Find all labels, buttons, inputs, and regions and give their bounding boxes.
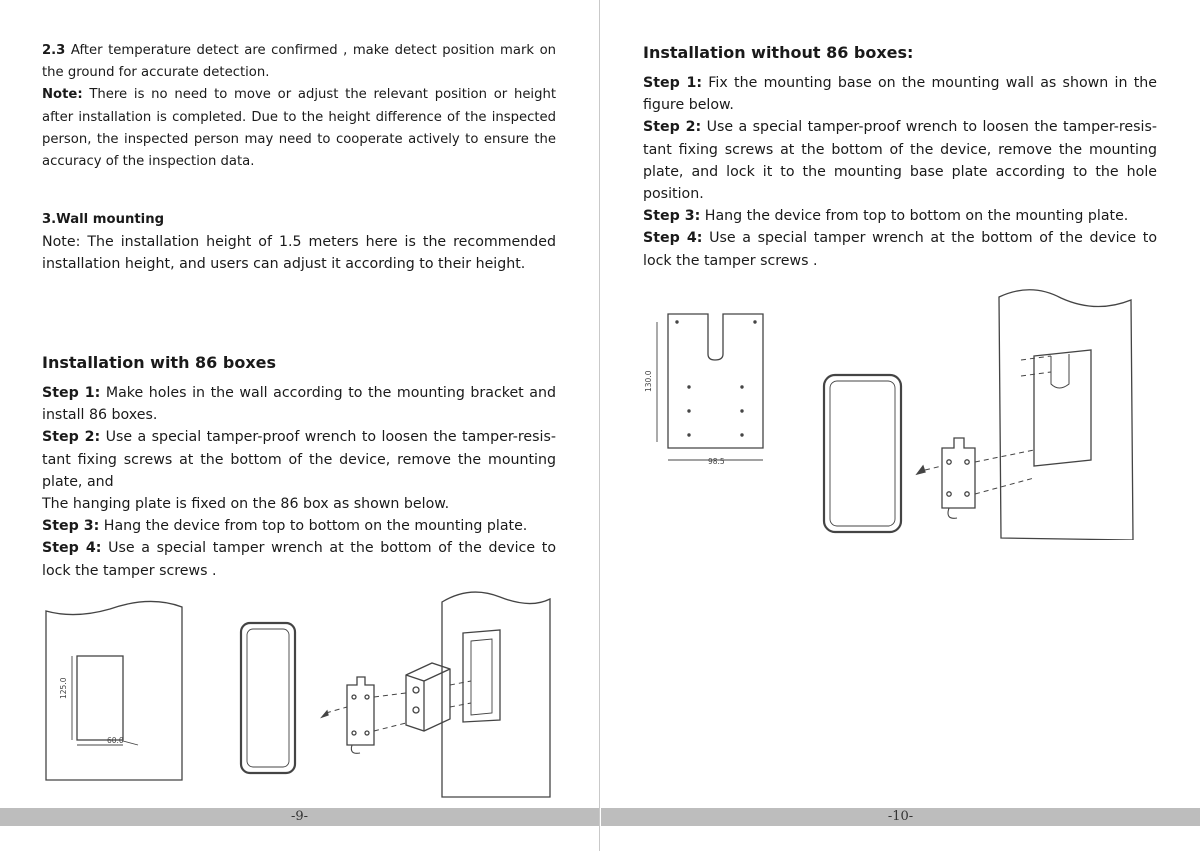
step-text: Use a special tamper wrench at the bottom of the device to lock the tamper screws . (643, 230, 1157, 269)
note-text: There is no need to move or adjust the relevant position or height after installation is completed. Due to the height difference of the inspected person, the inspected person may need to cooperate actively to ensure the accuracy of the inspection data. (42, 87, 556, 170)
page-number: -10- (887, 809, 914, 824)
step-text: Hang the device from top to bottom on the mounting plate. (99, 518, 528, 535)
step-label: Step 3: (42, 518, 100, 535)
step-text: Use a special tamper-proof wrench to loosen the tamper-resis- tant fixing screws at the bottom of the device, remove the mounting plate, and lock it to the mounting base plate according to the hole position. (643, 119, 1157, 203)
hanging-plate-line: The hanging plate is fixed on the 86 box as shown below. (42, 496, 450, 513)
step-text: Make holes in the wall according to the mounting bracket and install 86 boxes. (42, 385, 556, 424)
step-text: Use a special tamper-proof wrench to loosen the tamper-resis- tant fixing screws at the bottom of the device, remove the mounting plate, and (42, 429, 556, 490)
figure-without-86-boxes (631, 280, 1191, 540)
heading-with-86-boxes: Installation with 86 boxes (42, 353, 277, 372)
step-label: Step 4: (42, 540, 102, 557)
section-2-3 (42, 40, 556, 173)
device-front-icon (824, 375, 901, 532)
section-number: 2.3 (42, 43, 66, 58)
device-front-icon (241, 623, 295, 773)
base-plate-icon (668, 314, 763, 448)
mounting-wall-icon (442, 592, 550, 797)
section-2-3-text: After temperature detect are confirmed , make detect position mark on the ground for accurate detection. (42, 43, 556, 81)
dim-width-label: 98.5 (708, 457, 725, 466)
wall-mounting-note: Note: The installation height of 1.5 meters here is the recommended installation height, and users can adjust it according to their height. (42, 234, 556, 273)
page-number: -9- (290, 809, 309, 824)
box-outline-icon (77, 656, 123, 740)
dim-height-label: 125.0 (59, 677, 68, 699)
steps-with-86 (42, 382, 556, 582)
figure-with-86-boxes (30, 585, 570, 800)
step-label: Step 3: (643, 208, 701, 225)
wall-mounting-section (42, 209, 556, 276)
right-page (601, 0, 1200, 851)
step-text: Hang the device from top to bottom on the mounting plate. (700, 208, 1129, 225)
step-label: Step 1: (643, 75, 703, 91)
wall-mounting-title: 3.Wall mounting (42, 212, 165, 227)
step-label: Step 4: (643, 230, 703, 247)
note-label: Note: (42, 87, 83, 103)
heading-without-86-boxes: Installation without 86 boxes: (643, 43, 914, 62)
mounting-plate-icon (347, 677, 374, 745)
dim-height-label: 130.0 (644, 370, 653, 392)
step-text: Fix the mounting base on the mounting wall as shown in the figure below. (643, 75, 1157, 114)
mounting-wall-icon (999, 290, 1133, 540)
page-spine (599, 0, 600, 851)
step-text: Use a special tamper wrench at the bottom of the device to lock the tamper screws . (42, 540, 556, 579)
steps-without-86 (643, 72, 1157, 272)
step-label: Step 2: (643, 119, 702, 136)
dim-width-label: 60.0 (107, 736, 124, 745)
left-page (0, 0, 599, 851)
step-label: Step 1: (42, 385, 101, 401)
86-box-icon (406, 663, 450, 731)
mounting-plate-icon (942, 438, 975, 508)
step-label: Step 2: (42, 429, 101, 446)
